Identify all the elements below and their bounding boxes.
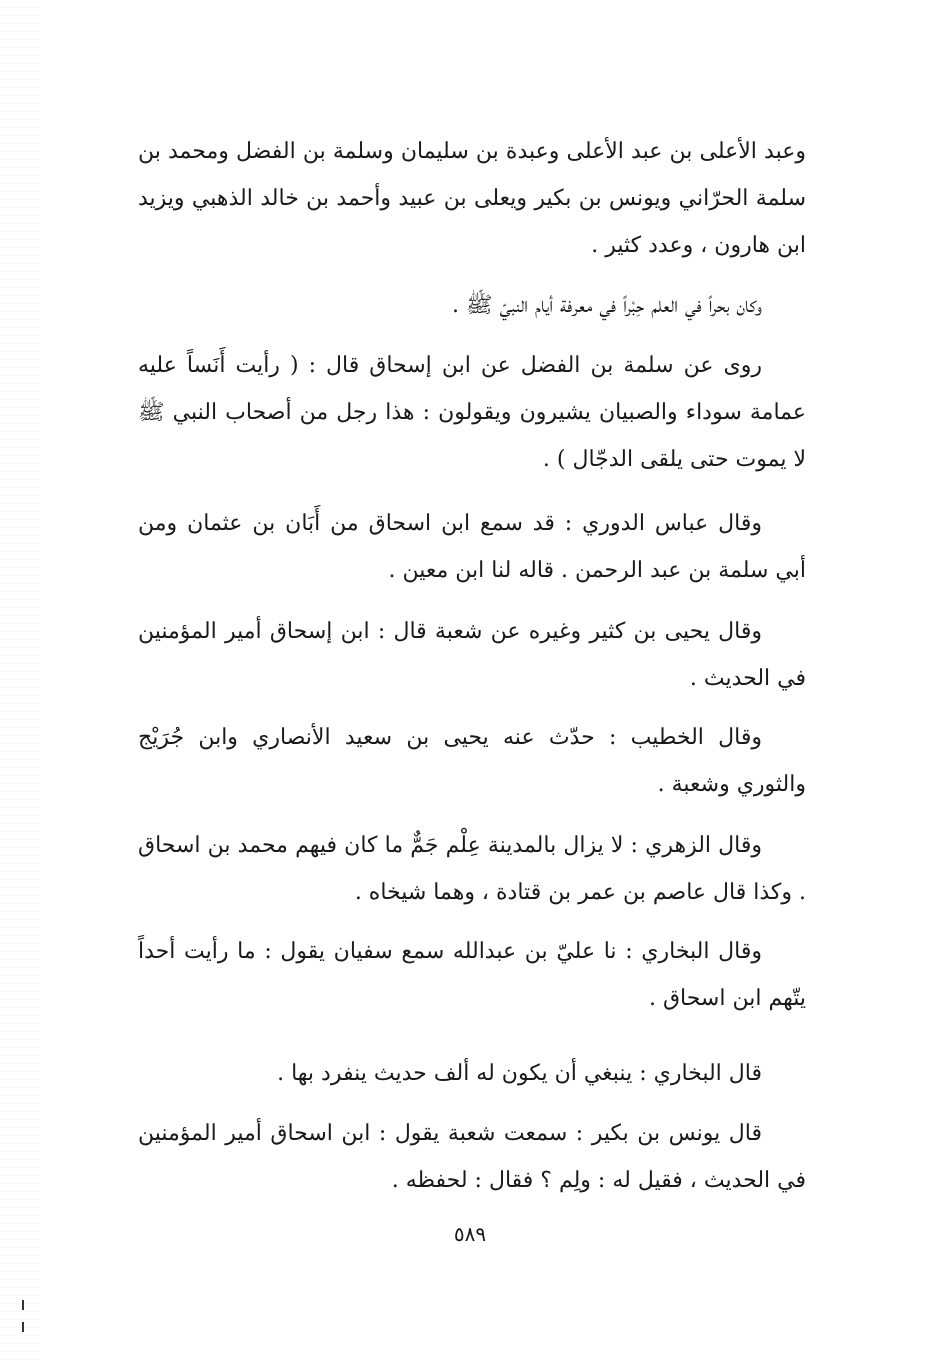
paragraph-7: وقال الزهري : لا يزال بالمدينة عِلْم جَمٌّ ما كان فيهم محمد بن اسحاق . وكذا قال عاصم بن عمر بن قتادة ، وهما شيخاه . [138, 833, 806, 905]
paragraph-10: قال يونس بن بكير : سمعت شعبة يقول : ابن اسحاق أمير المؤمنين في الحديث ، فقيل له : ولِم ؟ فقال : لحفظه . [138, 1121, 806, 1193]
page-number: ٥٨٩ [453, 1222, 487, 1246]
paragraph-3: روى عن سلمة بن الفضل عن ابن إسحاق قال : ( رأيت أَنَساً عليه عمامة سوداء والصبيان يشيرون ويقولون : هذا رجل من أصحاب النبي ﷺ لا يموت حتى يلقى الدجّال ) . [138, 353, 806, 472]
scan-edge-mark [22, 1322, 24, 1332]
scan-edge-noise [0, 0, 40, 1362]
paragraph-2: وكان بحراً في العلم حِبْراً في معرفة أيام النبيّ ﷺ . [452, 293, 762, 318]
paragraph-8: وقال البخاري : نا عليّ بن عبدالله سمع سفيان يقول : ما رأيت أحداً يتّهم ابن اسحاق . [138, 939, 806, 1011]
paragraph-9: قال البخاري : ينبغي أن يكون له ألف حديث ينفرد بها . [277, 1061, 762, 1086]
paragraph-1: وعبد الأعلى بن عبد الأعلى وعبدة بن سليمان وسلمة بن الفضل ومحمد بن سلمة الحرّاني ويونس بن بكير ويعلى بن عبيد وأحمد بن خالد الذهبي ويزيد ابن هارون ، وعدد كثير . [138, 139, 806, 258]
scan-edge-mark [22, 1300, 24, 1310]
paragraph-5: وقال يحيى بن كثير وغيره عن شعبة قال : ابن إسحاق أمير المؤمنين في الحديث . [138, 619, 806, 691]
paragraph-4: وقال عباس الدوري : قد سمع ابن اسحاق من أَبَان بن عثمان ومن أبي سلمة بن عبد الرحمن . قاله لنا ابن معين . [138, 511, 806, 583]
paragraph-6: وقال الخطيب : حدّث عنه يحيى بن سعيد الأنصاري وابن جُرَيْج والثوري وشعبة . [138, 725, 806, 797]
